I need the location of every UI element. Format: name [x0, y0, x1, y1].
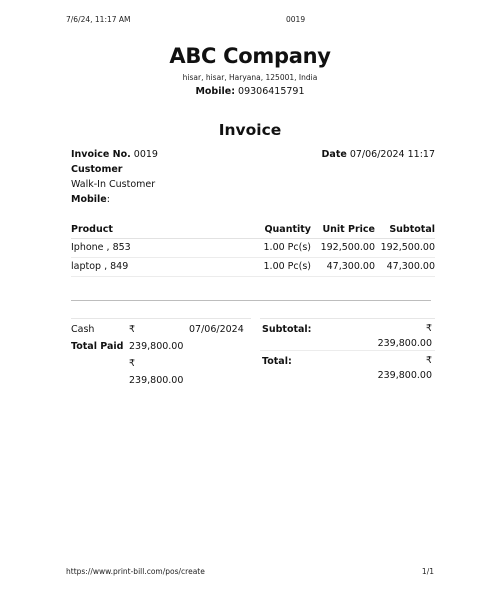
total-paid-value-row: [71, 372, 251, 389]
item-unit-price: 47,300.00: [311, 258, 375, 277]
total-label: Total:: [262, 356, 292, 367]
company-name: ABC Company: [169, 44, 331, 68]
total-currency-symbol: ₹: [425, 355, 432, 366]
invoice-date: [322, 147, 435, 162]
payment-method: Cash: [71, 324, 95, 335]
table-row: [71, 239, 435, 258]
print-header: [0, 15, 500, 27]
total-paid-row: [71, 355, 251, 372]
item-unit-price: 192,500.00: [311, 239, 375, 258]
table-row: [71, 258, 435, 277]
total-paid-value: 239,800.00: [129, 375, 184, 386]
item-subtotal: 47,300.00: [375, 258, 435, 277]
invoice-number-value: 0019: [133, 149, 158, 160]
items-header-row: [71, 222, 435, 239]
invoice-date-label: Date: [321, 149, 347, 160]
col-subtotal: Subtotal: [375, 222, 435, 239]
subtotal-row: [260, 319, 435, 351]
company-mobile-label: Mobile:: [195, 86, 235, 97]
invoice-date-value: 07/06/2024 11:17: [349, 149, 435, 160]
page-number: 1/1: [421, 567, 434, 576]
customer-mobile-suffix: :: [106, 194, 110, 205]
company-header: [0, 43, 500, 97]
item-subtotal: 192,500.00: [375, 239, 435, 258]
col-quantity: Quantity: [191, 222, 311, 239]
col-unit-price: Unit Price: [311, 222, 375, 239]
company-address: hisar, hisar, Haryana, 125001, India: [182, 73, 318, 82]
totals-table: [260, 318, 435, 383]
total-paid-label: Total Paid: [71, 341, 124, 352]
item-quantity: 1.00 Pc(s): [191, 258, 311, 277]
total-paid-currency-symbol: ₹: [129, 358, 136, 369]
invoice-number-label: Invoice No.: [71, 149, 131, 160]
print-footer: [0, 567, 500, 579]
customer-label: Customer: [71, 164, 123, 175]
print-doc-title: 0019: [286, 15, 306, 24]
item-product: Iphone , 853: [71, 239, 191, 258]
print-datetime: 7/6/24, 11:17 AM: [66, 15, 131, 24]
invoice-title: Invoice: [218, 121, 282, 139]
customer-mobile-label: Mobile: [71, 194, 107, 205]
customer-name: Walk-In Customer: [71, 179, 156, 190]
subtotal-label: Subtotal:: [262, 324, 312, 335]
payment-amount-row: [71, 338, 251, 355]
subtotal-value: 239,800.00: [377, 338, 432, 349]
col-product: Product: [71, 222, 191, 239]
payment-currency-symbol: ₹: [129, 324, 136, 335]
invoice-meta: [71, 147, 435, 207]
payment-row: [71, 321, 251, 338]
item-quantity: 1.00 Pc(s): [191, 239, 311, 258]
total-row: [260, 351, 435, 383]
payment-date: 07/06/2024: [189, 324, 244, 335]
section-divider: [71, 300, 431, 301]
item-product: laptop , 849: [71, 258, 191, 277]
customer-mobile: [71, 192, 435, 207]
payment-amount: 239,800.00: [129, 341, 184, 352]
items-table: [71, 222, 435, 277]
payments-table: [71, 318, 251, 389]
company-mobile: [0, 86, 500, 97]
total-value: 239,800.00: [377, 370, 432, 381]
print-url: https://www.print-bill.com/pos/create: [66, 567, 205, 576]
company-mobile-value: 09306415791: [238, 86, 305, 97]
subtotal-currency-symbol: ₹: [425, 323, 432, 334]
